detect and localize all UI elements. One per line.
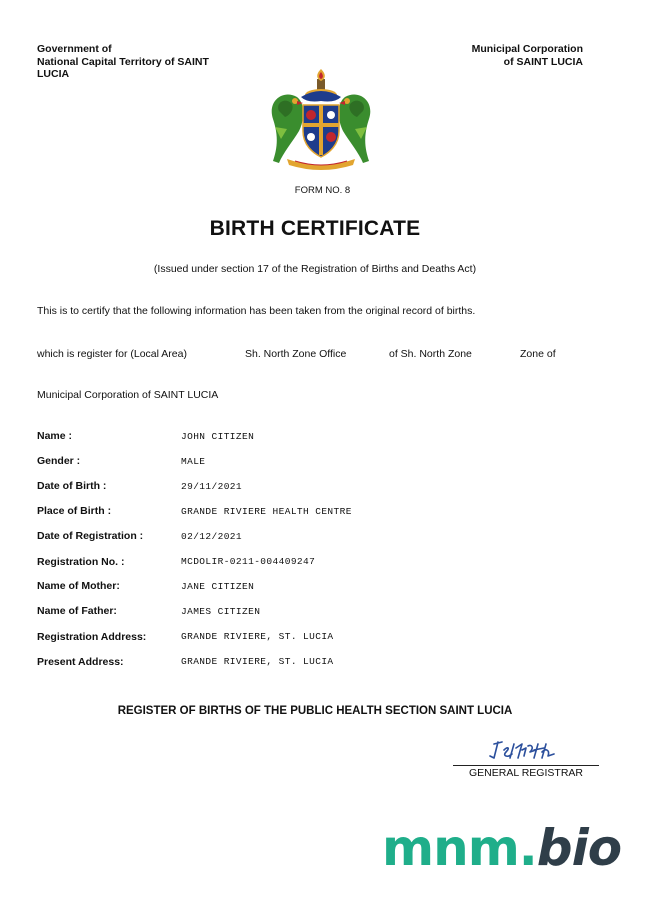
field-label-father-name: Name of Father: [37, 605, 117, 617]
field-value-father-name: JAMES CITIZEN [181, 606, 261, 617]
field-label-present-address: Present Address: [37, 656, 124, 668]
watermark-logo [382, 818, 621, 878]
government-header-line: National Capital Territory of SAINT [37, 55, 209, 68]
government-header-line: LUCIA [37, 68, 70, 80]
field-value-name: JOHN CITIZEN [181, 431, 255, 442]
field-label-gender: Gender : [37, 455, 81, 467]
field-label-place-of-birth: Place of Birth : [37, 505, 112, 517]
register-line-prefix: which is register for (Local Area) [37, 348, 187, 360]
corporation-line: Municipal Corporation of SAINT LUCIA [37, 389, 219, 401]
field-label-name: Name : [37, 430, 73, 442]
certify-text: This is to certify that the following information has been taken from the original record of births. [37, 305, 476, 317]
field-value-gender: MALE [181, 456, 206, 467]
register-footer: REGISTER OF BIRTHS OF THE PUBLIC HEALTH SECTION SAINT LUCIA [117, 705, 513, 717]
municipal-header-line: Municipal Corporation [471, 43, 583, 55]
government-header-line: Government of [37, 43, 112, 55]
field-value-registration-address: GRANDE RIVIERE, ST. LUCIA [181, 631, 334, 642]
field-value-mother-name: JANE CITIZEN [181, 581, 255, 592]
field-label-date-of-birth: Date of Birth : [37, 480, 107, 492]
registrar-title: GENERAL REGISTRAR [469, 767, 583, 779]
field-value-date-of-registration: 02/12/2021 [181, 531, 243, 542]
watermark-part-b: bio [536, 819, 622, 877]
issued-under-text: (Issued under section 17 of the Registration of Births and Deaths Act) [153, 263, 477, 275]
field-value-present-address: GRANDE RIVIERE, ST. LUCIA [181, 656, 334, 667]
field-label-mother-name: Name of Mother: [37, 580, 120, 592]
register-line-office: Sh. North Zone Office [245, 348, 347, 360]
field-label-registration-no: Registration No. : [37, 556, 125, 568]
form-number: FORM NO. 8 [294, 185, 351, 196]
field-label-registration-address: Registration Address: [37, 631, 147, 643]
coat-of-arms-icon [265, 67, 377, 171]
signature-line [453, 765, 599, 766]
register-line-zone: of Sh. North Zone [389, 348, 472, 360]
field-value-place-of-birth: GRANDE RIVIERE HEALTH CENTRE [181, 506, 352, 517]
field-label-date-of-registration: Date of Registration : [37, 530, 144, 542]
watermark-part-a: mnm. [382, 819, 537, 877]
signature-icon [488, 738, 568, 762]
certificate-title: BIRTH CERTIFICATE [209, 217, 421, 240]
municipal-header [383, 43, 583, 68]
government-header [37, 43, 237, 81]
field-value-date-of-birth: 29/11/2021 [181, 481, 243, 492]
register-line-suffix: Zone of [520, 348, 556, 360]
field-value-registration-no: MCDOLIR-0211-004409247 [181, 556, 316, 567]
municipal-header-line: of SAINT LUCIA [503, 55, 583, 68]
